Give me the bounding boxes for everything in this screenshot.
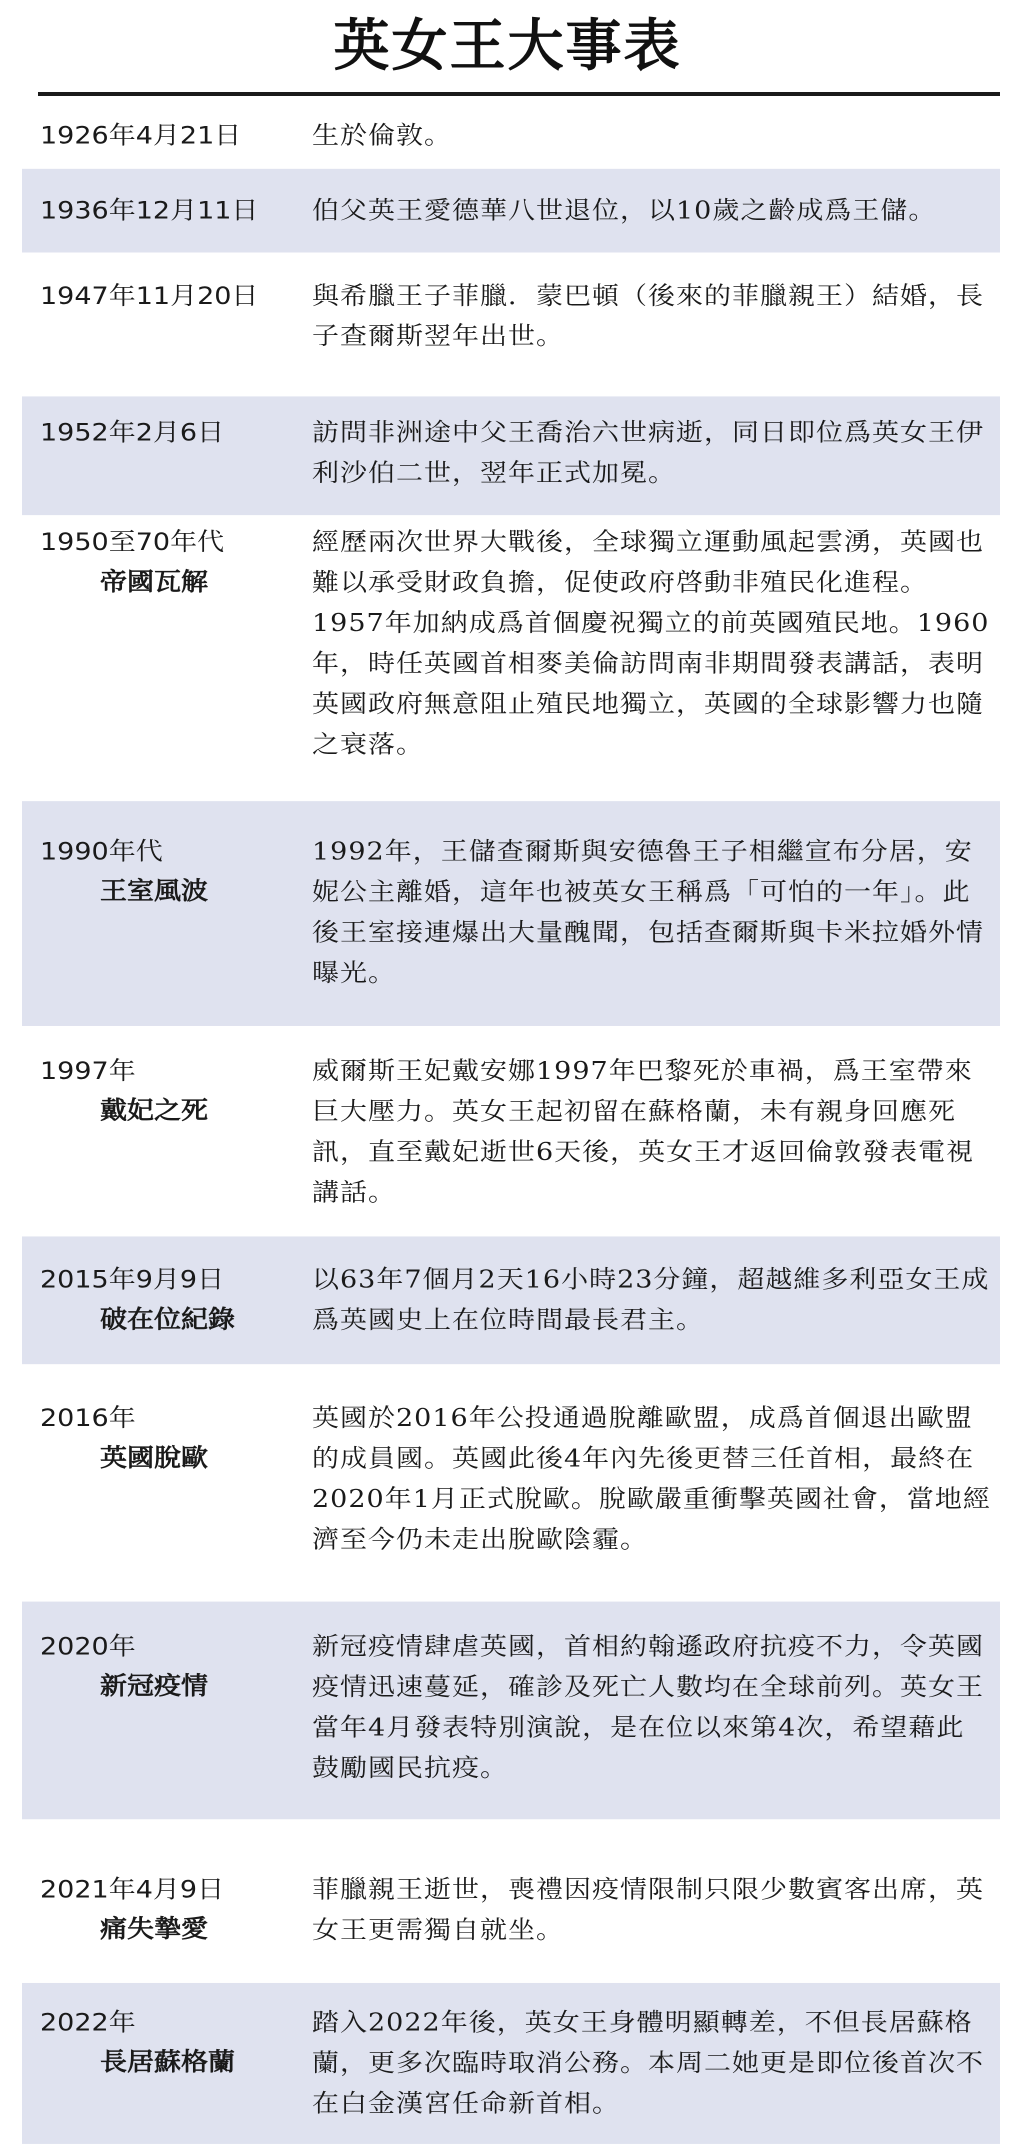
event-date: 1947年11月20日 <box>40 282 259 311</box>
event-date: 2022年 <box>40 2009 136 2037</box>
event-text: 威爾斯王妃戴安娜1997年巴黎死於車禍，爲王室帶來巨大壓力。英女王起初留在蘇格蘭，未有親身回應死訊，直至戴妃逝世6天後，英女王才返回倫敦發表電視講話。 <box>312 1057 975 1207</box>
event-subtitle: 破在位紀錄 <box>100 1305 235 1334</box>
table-row <box>22 1236 1000 1364</box>
event-date: 2015年9月9日 <box>40 1266 225 1295</box>
event-date: 1926年4月21日 <box>40 122 242 150</box>
event-text: 新冠疫情肆虐英國，首相約翰遜政府抗疫不力，令英國疫情迅速蔓延，確診及死亡人數均在全球前列。英女王當年4月發表特別演說，是在位以來第4次，希望藉此鼓勵國民抗疫。 <box>312 1633 984 1783</box>
page-title: 英女王大事表 <box>333 13 682 79</box>
event-date: 1952年2月6日 <box>40 418 225 447</box>
table-row <box>22 801 1000 1026</box>
event-date: 2016年 <box>40 1404 136 1433</box>
event-text: 菲臘親王逝世，喪禮因疫情限制只限少數賓客出席，英女王更需獨自就坐。 <box>312 1875 984 1945</box>
event-subtitle: 帝國瓦解 <box>100 568 208 597</box>
table-row <box>22 103 1000 169</box>
event-date: 1936年12月11日 <box>40 196 259 225</box>
event-subtitle: 英國脫歐 <box>100 1444 208 1473</box>
event-text: 伯父英王愛德華八世退位，以10歲之齡成爲王儲。 <box>312 196 937 225</box>
table-row <box>22 1382 1000 1583</box>
table-row <box>22 515 1000 788</box>
event-subtitle: 戴妃之死 <box>100 1097 208 1125</box>
table-row <box>22 1035 1000 1236</box>
event-text: 英國於2016年公投通過脫離歐盟，成爲首個退出歐盟的成員國。英國此後4年內先後更替三任首相，最終在2020年1月正式脫歐。脫歐嚴重衝擊英國社會，當地經濟至今仍未走出脫歐陰霾。 <box>312 1404 991 1554</box>
event-text: 以63年7個月2天16小時23分鐘，超越維多利亞女王成爲英國史上在位時間最長君主。 <box>312 1266 990 1335</box>
event-text: 1992年，王儲查爾斯與安德魯王子相繼宣布分居，安妮公主離婚，這年也被英女王稱爲「可怕的一年」。此後王室接連爆出大量醜聞，包括查爾斯與卡米拉婚外情曝光。 <box>312 838 984 988</box>
table-row <box>22 260 1000 381</box>
event-date: 1990年代 <box>40 838 163 866</box>
event-subtitle: 新冠疫情 <box>100 1672 208 1701</box>
event-text: 與希臘王子菲臘．蒙巴頓（後來的菲臘親王）結婚，長子查爾斯翌年出世。 <box>312 282 984 351</box>
event-text: 訪問非洲途中父王喬治六世病逝，同日即位爲英女王伊利沙伯二世，翌年正式加冕。 <box>312 418 984 488</box>
table-row <box>22 1835 1000 1983</box>
event-text: 生於倫敦。 <box>312 122 452 150</box>
event-subtitle: 長居蘇格蘭 <box>100 2048 235 2077</box>
title-rule <box>38 92 1000 96</box>
event-text: 經歷兩次世界大戰後，全球獨立運動風起雲湧，英國也難以承受財政負擔，促使政府啓動非殖民化進程。1957年加納成爲首個慶祝獨立的前英國殖民地。1960年，時任英國首相麥美倫訪問南非期間發表講話，表明英國政府無意阻止殖民地獨立，英國的全球影響力也隨之衰落。 <box>312 528 990 759</box>
table-row <box>22 169 1000 253</box>
event-subtitle: 痛失摯愛 <box>100 1915 208 1944</box>
table-row <box>22 396 1000 515</box>
event-date: 1950至70年代 <box>40 528 225 557</box>
event-date: 2021年4月9日 <box>40 1875 225 1904</box>
table-row <box>22 1983 1000 2144</box>
event-subtitle: 王室風波 <box>100 877 208 906</box>
table-row <box>22 1602 1000 1820</box>
event-date: 1997年 <box>40 1057 136 1086</box>
event-date: 2020年 <box>40 1633 136 1661</box>
event-text: 踏入2022年後，英女王身體明顯轉差，不但長居蘇格蘭，更多次臨時取消公務。本周二她更是即位後首次不在白金漢宮任命新首相。 <box>312 2009 984 2118</box>
